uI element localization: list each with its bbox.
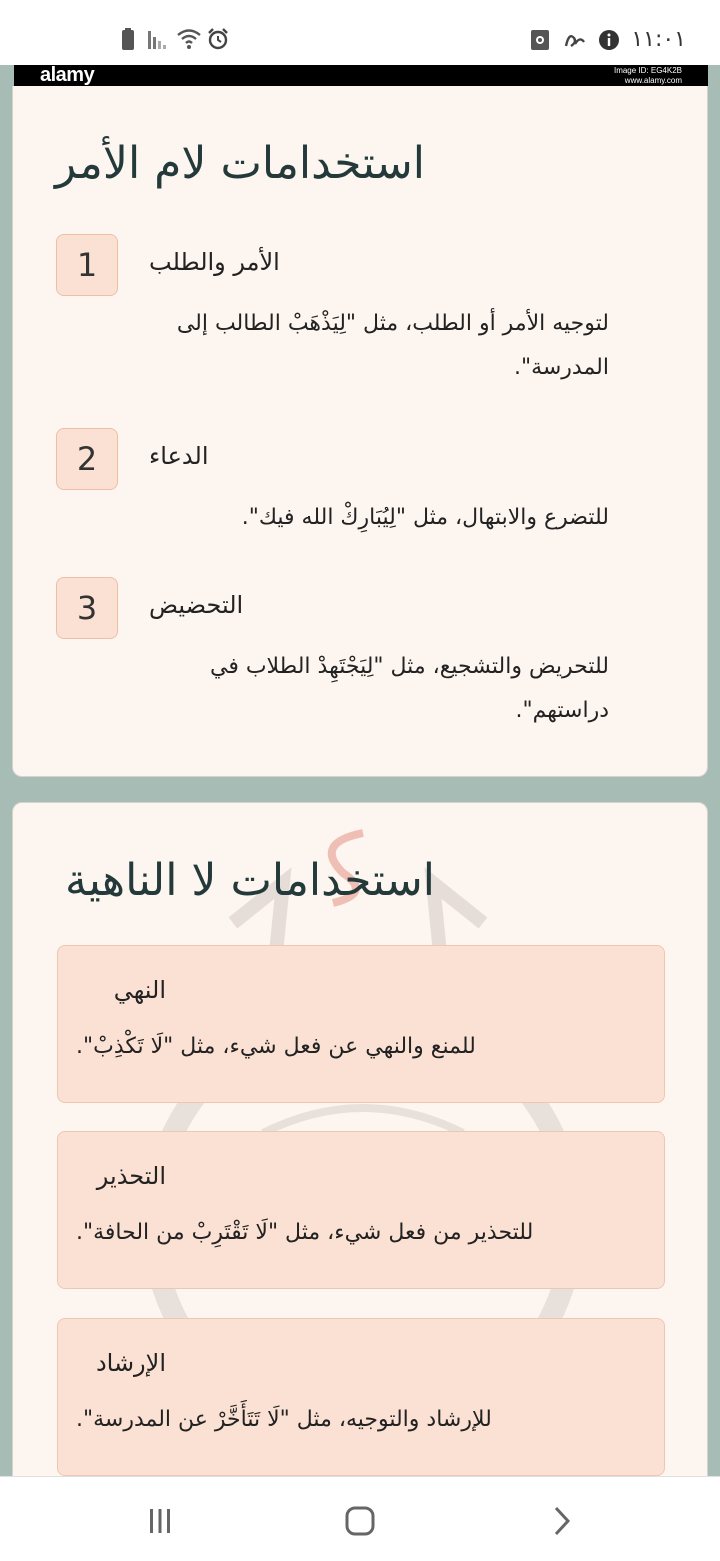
navigation-bar (0, 1476, 720, 1561)
alarm-icon (206, 27, 230, 51)
usage-box (57, 1318, 665, 1476)
home-icon (344, 1505, 376, 1537)
lam-amr-card (12, 86, 708, 777)
recent-apps-button[interactable] (140, 1501, 180, 1541)
chevron-right-icon (548, 1505, 576, 1537)
status-bar (0, 0, 720, 65)
watermark-strip (14, 65, 708, 86)
box-desc: للتحذير من فعل شيء، مثل "لَا تَقْتَرِبْ من الحافة". (76, 1220, 534, 1245)
item-desc: للتحريض والتشجيع، مثل "لِيَجْتَهِدْ الطلاب في دراستهم". (210, 654, 609, 723)
wifi-icon (176, 27, 200, 51)
watermark-site-text: www.alamy.com (624, 76, 682, 85)
clock: ١١:٠١ (631, 27, 686, 52)
la-nahia-title: استخدامات لا الناهية (65, 855, 435, 906)
box-desc: للإرشاد والتوجيه، مثل "لَا تَتَأَخَّرْ عن المدرسة". (76, 1407, 492, 1432)
usage-box (57, 945, 665, 1103)
battery-icon (116, 27, 140, 51)
box-title: النهي (113, 976, 166, 1004)
item-title: الأمر والطلب (149, 248, 280, 276)
la-nahia-card (12, 802, 708, 1492)
home-button[interactable] (340, 1501, 380, 1541)
item-title: التحضيض (149, 591, 244, 619)
watermark-logo: alamy (40, 64, 95, 86)
watermark-id-text: Image ID: EG4K2B (613, 66, 682, 75)
signature-icon (563, 28, 587, 52)
usage-box (57, 1131, 665, 1289)
watermark-image-id (614, 66, 682, 86)
info-icon (597, 28, 621, 52)
number-badge: 3 (56, 577, 118, 639)
back-button[interactable] (542, 1501, 582, 1541)
box-desc: للمنع والنهي عن فعل شيء، مثل "لَا تَكْذِبْ". (76, 1034, 476, 1059)
screen-record-icon (529, 28, 553, 52)
lam-amr-title: استخدامات لام الأمر (55, 138, 425, 189)
box-title: الإرشاد (95, 1349, 166, 1377)
number-badge: 1 (56, 234, 118, 296)
number-badge: 2 (56, 428, 118, 490)
item-desc: للتضرع والابتهال، مثل "لِيُبَارِكْ الله فيك". (241, 505, 609, 530)
recent-apps-icon (145, 1506, 175, 1536)
item-title: الدعاء (149, 442, 209, 470)
signal-icon (146, 27, 170, 51)
item-desc: لتوجيه الأمر أو الطلب، مثل "لِيَذْهَبْ الطالب إلى المدرسة". (176, 311, 609, 380)
box-title: التحذير (96, 1162, 166, 1190)
